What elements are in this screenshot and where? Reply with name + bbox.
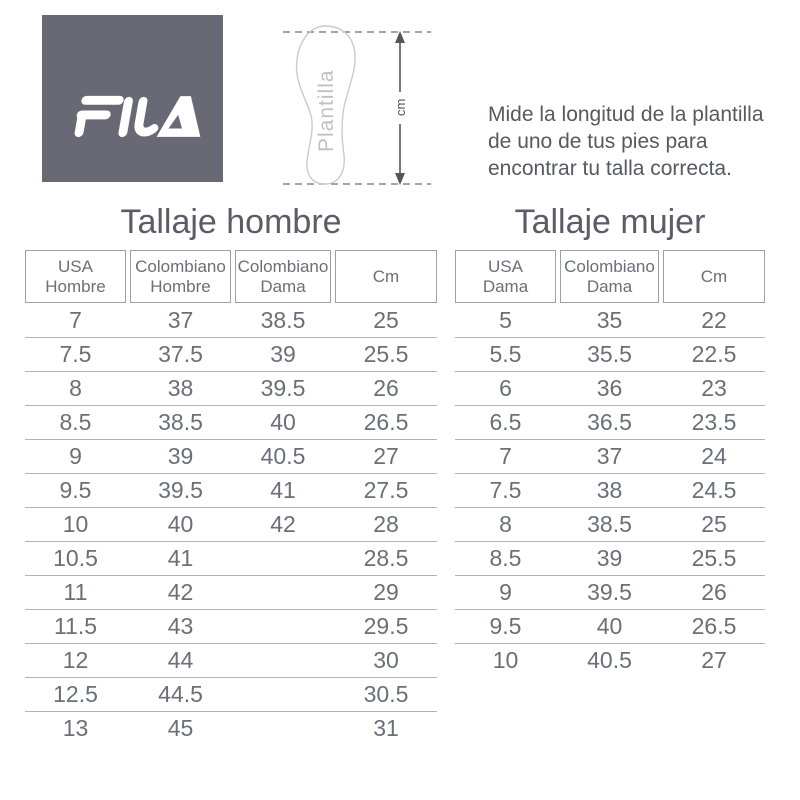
table-cell: 23.5 [691,409,737,435]
table-cell: 27 [373,443,399,469]
table-row [25,439,437,473]
cm-label: cm [393,98,408,116]
women-table-title: Tallaje mujer [514,203,706,241]
table-cell: 25.5 [691,545,737,571]
table-row [25,643,437,677]
fila-logo-box [42,15,223,182]
table-cell: 43 [167,613,194,639]
table-cell: 27 [701,647,727,673]
table-cell: 26.5 [363,409,409,435]
table-row [455,541,765,575]
measurement-arrow [391,31,409,185]
fila-letter-f-stem [79,117,82,133]
women-table-body [455,303,765,677]
table-cell: 39.5 [158,477,203,503]
table-cell: 39.5 [587,579,632,605]
table-cell: 24.5 [691,477,737,503]
table-cell: 26 [701,579,727,605]
table-cell: 6 [499,375,512,401]
table-row [455,405,765,439]
table-cell: 38.5 [158,409,203,435]
table-cell: 39 [167,443,194,469]
table-cell: 25 [373,306,399,333]
table-cell: 31 [373,715,399,741]
table-cell: 38.5 [260,306,306,333]
table-row [455,371,765,405]
column-header: Colombiano Dama [560,250,659,303]
table-cell: 9 [499,579,512,605]
table-row [25,677,437,711]
table-cell: 45 [167,715,194,741]
instruction-line: de uno de tus pies para [488,130,708,153]
column-header: Colombiano Dama [235,250,331,303]
instruction-line: encontrar tu talla correcta. [488,157,732,180]
men-table-title: Tallaje hombre [120,203,342,241]
men-table-header [25,250,437,303]
table-cell: 22 [701,306,727,333]
table-cell: 39 [596,545,623,571]
table-cell: 7.5 [59,341,92,367]
table-cell: 26 [373,375,399,401]
fila-letter-l [138,101,159,132]
men-size-section [25,200,437,745]
table-cell: 40 [596,613,623,639]
table-cell: 40.5 [260,443,306,469]
table-row [25,507,437,541]
table-cell [235,678,331,711]
table-cell: 29 [373,579,399,605]
table-cell: 8 [69,375,82,401]
column-header: USA Hombre [25,250,126,303]
table-row [25,405,437,439]
table-row [455,507,765,541]
table-cell: 40 [167,511,194,537]
table-cell: 35.5 [587,341,632,367]
insole-measure-diagram [283,12,435,197]
column-header: Cm [663,250,765,303]
table-cell: 7 [69,306,82,333]
table-cell: 9.5 [59,477,92,503]
table-cell: 36 [596,375,623,401]
table-cell: 22.5 [691,341,737,367]
arrow-head-bottom [395,173,405,185]
table-cell: 5.5 [489,341,522,367]
table-row [25,337,437,371]
instruction-line: Mide la longitud de la plantilla [488,103,764,126]
table-row [25,575,437,609]
men-table-body [25,303,437,745]
table-cell: 8.5 [59,409,92,435]
table-cell: 11.5 [53,613,98,639]
table-cell: 27.5 [363,477,409,503]
table-row [25,711,437,745]
measure-instructions [488,101,788,182]
table-row [455,643,765,677]
table-cell: 24 [701,443,727,469]
table-cell: 12 [62,647,89,673]
table-cell: 38 [167,375,194,401]
women-table-header [455,250,765,303]
table-cell: 12.5 [53,681,98,707]
column-header: USA Dama [455,250,556,303]
table-cell [235,542,331,575]
table-cell: 11 [63,579,88,605]
table-cell: 42 [167,579,194,605]
table-cell: 44 [167,647,194,673]
table-row [455,609,765,643]
column-header: Colombiano Hombre [130,250,231,303]
table-cell: 28.5 [363,545,409,571]
arrow-head-top [395,31,405,43]
table-cell: 35 [596,306,623,333]
table-cell: 41 [167,545,194,571]
column-header: Cm [335,250,437,303]
fila-logo-icon [60,93,206,141]
table-cell: 42 [270,511,296,537]
table-cell: 40 [270,409,296,435]
table-cell [235,644,331,677]
table-cell: 9 [69,443,82,469]
table-cell: 9.5 [489,613,522,639]
table-cell: 28 [373,511,399,537]
table-cell: 29.5 [363,613,409,639]
table-cell: 23 [701,375,727,401]
table-cell: 25.5 [363,341,409,367]
table-cell: 38.5 [587,511,632,537]
table-cell: 5 [499,306,512,333]
table-row [25,303,437,337]
table-row [25,473,437,507]
table-cell: 26.5 [691,613,737,639]
table-row [455,473,765,507]
table-cell: 36.5 [587,409,632,435]
table-cell [235,610,331,643]
table-cell: 39 [270,341,296,367]
table-cell: 7.5 [489,477,522,503]
table-row [455,337,765,371]
table-cell: 8.5 [489,545,522,571]
table-cell: 10 [62,511,89,537]
table-cell: 37 [167,306,194,333]
table-cell [235,576,331,609]
table-cell: 40.5 [587,647,632,673]
table-cell: 38 [596,477,623,503]
table-cell: 37.5 [158,341,203,367]
table-cell: 6.5 [489,409,522,435]
table-cell: 41 [270,477,296,503]
table-cell: 30.5 [363,681,409,707]
table-cell: 8 [499,511,512,537]
table-row [25,371,437,405]
table-cell: 39.5 [260,375,306,401]
fila-letter-i [123,101,129,132]
table-cell: 25 [701,511,727,537]
table-cell: 44.5 [158,681,203,707]
table-row [455,439,765,473]
fila-letter-a [157,96,206,137]
table-row [455,575,765,609]
insole-label: Plantilla [315,69,338,152]
table-row [25,541,437,575]
table-cell: 10.5 [53,545,98,571]
table-cell: 30 [373,647,399,673]
table-cell: 10 [492,647,519,673]
table-cell: 37 [596,443,623,469]
table-cell: 13 [62,715,89,741]
women-size-section [455,200,765,677]
table-cell [235,712,331,745]
table-cell: 7 [499,443,512,469]
table-row [25,609,437,643]
table-row [455,303,765,337]
